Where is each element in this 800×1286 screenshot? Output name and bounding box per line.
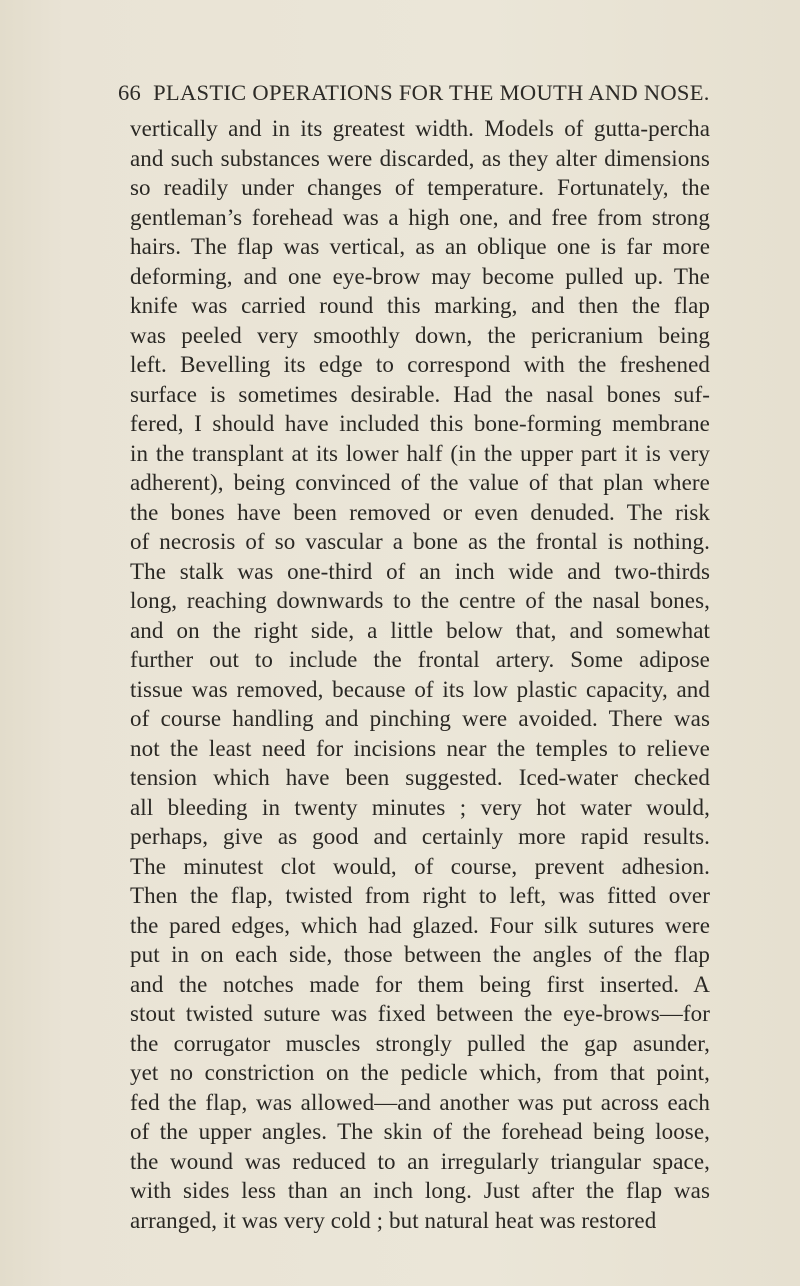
text-line: Then the flap, twisted from right to left, was fitted over: [130, 883, 710, 908]
text-line: all bleeding in twenty minutes ; very hot water would,: [130, 794, 710, 820]
text-line: deforming, and one eye-brow may become pulled up. The: [130, 263, 710, 289]
text-line: with sides less than an inch long. Just after the flap was: [130, 1178, 710, 1203]
text-line: left. Bevelling its edge to correspond with the freshened: [130, 352, 710, 377]
text-line: and the notches made for them being first inserted. A: [130, 971, 710, 997]
text-line: stout twisted suture was fixed between the eye-brows—for: [130, 1001, 710, 1026]
text-line: tension which have been suggested. Iced-water checked: [130, 765, 710, 790]
text-line: adherent), being convinced of the value of that plan where: [130, 470, 710, 495]
body-text: [130, 114, 710, 1235]
text-line: tissue was removed, because of its low plastic capacity, and: [130, 676, 710, 702]
text-line: the pared edges, which had glazed. Four silk sutures were: [130, 912, 710, 938]
text-line: vertically and in its greatest width. Models of gutta-percha: [130, 116, 710, 141]
text-line: the corrugator muscles strongly pulled the gap asunder,: [130, 1030, 710, 1056]
text-line: so readily under changes of temperature. Fortunately, the: [130, 175, 710, 200]
text-line: of the upper angles. The skin of the forehead being loose,: [130, 1119, 710, 1144]
text-line: of necrosis of so vascular a bone as the frontal is nothing.: [130, 529, 710, 554]
text-line: yet no constriction on the pedicle which, from that point,: [130, 1060, 710, 1085]
text-line: surface is sometimes desirable. Had the nasal bones suf-: [130, 381, 710, 407]
text-line: fed the flap, was allowed—and another was put across each: [130, 1089, 710, 1115]
text-line: put in on each side, those between the angles of the flap: [130, 942, 710, 967]
text-line: knife was carried round this marking, and then the flap: [130, 293, 710, 318]
text-line: gentleman’s forehead was a high one, and free from strong: [130, 204, 710, 230]
running-title: PLASTIC OPERATIONS FOR THE MOUTH AND NOSE.: [153, 80, 710, 105]
text-line: and on the right side, a little below that, and somewhat: [130, 617, 710, 643]
text-line: and such substances were discarded, as they alter dimensions: [130, 145, 710, 171]
text-line: The stalk was one-third of an inch wide and two-thirds: [130, 558, 710, 584]
text-line: further out to include the frontal artery. Some adipose: [130, 647, 710, 672]
text-line: was peeled very smoothly down, the pericranium being: [130, 322, 710, 348]
text-line: the wound was reduced to an irregularly triangular space,: [130, 1148, 710, 1174]
text-line: in the transplant at its lower half (in the upper part it is very: [130, 440, 710, 466]
text-line: arranged, it was very cold ; but natural heat was restored: [130, 1207, 657, 1233]
page-number: 66: [118, 80, 142, 105]
text-line: the bones have been removed or even denuded. The risk: [130, 499, 710, 525]
text-line: fered, I should have included this bone-forming membrane: [130, 411, 710, 436]
text-line: perhaps, give as good and certainly more rapid results.: [130, 824, 710, 849]
text-line: long, reaching downwards to the centre of the nasal bones,: [130, 588, 710, 613]
text-line: hairs. The flap was vertical, as an oblique one is far more: [130, 234, 710, 259]
text-line: not the least need for incisions near the temples to relieve: [130, 735, 710, 761]
text-line: The minutest clot would, of course, prevent adhesion.: [130, 853, 710, 879]
text-line: of course handling and pinching were avoided. There was: [130, 706, 710, 731]
running-header: [118, 80, 718, 112]
